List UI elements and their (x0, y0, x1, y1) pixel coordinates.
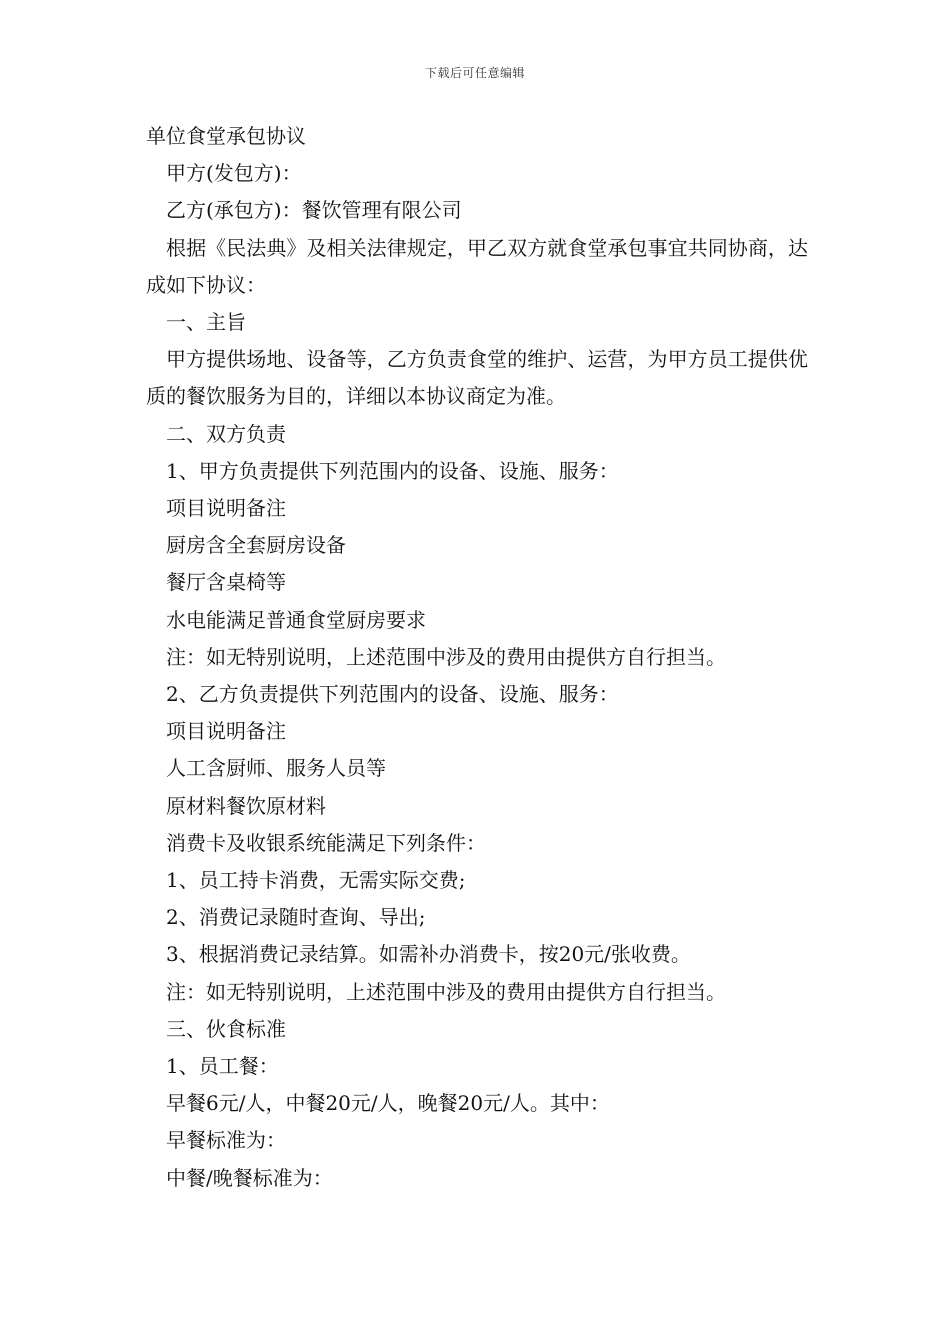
list-item: 项目说明备注 (166, 719, 286, 744)
list-item: 项目说明备注 (166, 496, 286, 521)
list-item: 早餐标准为： (166, 1128, 286, 1153)
note-line: 注：如无特别说明，上述范围中涉及的费用由提供方自行担当。 (166, 644, 726, 669)
party-a-duty-heading: 1、甲方负责提供下列范围内的设备、设施、服务： (166, 458, 619, 483)
party-b-line: 乙方(承包方)：餐饮管理有限公司 (166, 198, 462, 223)
section-heading-purpose: 一、主旨 (166, 310, 246, 335)
document-body (146, 118, 808, 1197)
list-item: 2、消费记录随时查询、导出; (166, 905, 426, 930)
note-line: 注：如无特别说明，上述范围中涉及的费用由提供方自行担当。 (166, 979, 726, 1004)
list-item: 水电能满足普通食堂厨房要求 (166, 607, 426, 632)
party-b-duty-heading: 2、乙方负责提供下列范围内的设备、设施、服务： (166, 682, 619, 707)
preamble-paragraph: 根据《民法典》及相关法律规定，甲乙双方就食堂承包事宜共同协商，达成如下协议： (146, 235, 808, 297)
document-title: 单位食堂承包协议 (146, 124, 306, 148)
list-item: 餐厅含桌椅等 (166, 570, 286, 595)
page-header-note: 下载后可任意编辑 (424, 66, 525, 80)
list-item: 中餐/晚餐标准为： (166, 1165, 333, 1190)
section-heading-meal-standard: 三、伙食标准 (166, 1016, 286, 1041)
party-a-line: 甲方(发包方)： (166, 161, 302, 186)
list-item: 3、根据消费记录结算。如需补办消费卡，按20元/张收费。 (166, 942, 691, 967)
list-item: 厨房含全套厨房设备 (166, 533, 346, 558)
list-item: 原材料餐饮原材料 (166, 793, 326, 818)
list-item: 1、员工持卡消费，无需实际交费; (166, 868, 466, 893)
list-item: 1、员工餐： (166, 1054, 279, 1079)
list-item: 人工含厨师、服务人员等 (166, 756, 386, 781)
list-item: 消费卡及收银系统能满足下列条件： (166, 830, 486, 855)
section-heading-responsibilities: 二、双方负责 (166, 421, 286, 446)
list-item: 早餐6元/人，中餐20元/人，晚餐20元/人。其中： (166, 1091, 610, 1116)
purpose-paragraph: 甲方提供场地、设备等，乙方负责食堂的维护、运营，为甲方员工提供优质的餐饮服务为目的，详细以本协议商定为准。 (146, 347, 808, 409)
